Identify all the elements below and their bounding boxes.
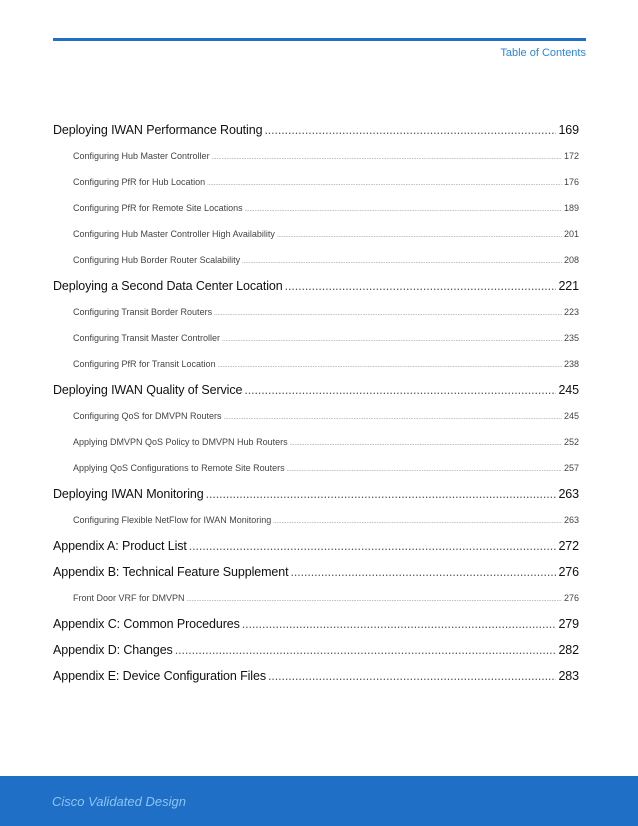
toc-entry-title: Configuring PfR for Transit Location	[73, 359, 216, 369]
table-of-contents	[53, 122, 579, 694]
footer-label: Cisco Validated Design	[52, 794, 186, 809]
toc-page-number: 245	[563, 411, 579, 421]
toc-page-number: 208	[563, 255, 579, 265]
toc-dot-leader	[218, 358, 562, 373]
toc-dot-leader	[245, 202, 562, 217]
toc-entry-title: Deploying IWAN Performance Routing	[53, 123, 263, 137]
toc-page-number: 245	[558, 383, 579, 397]
toc-section-entry[interactable]	[53, 382, 579, 399]
toc-section-entry[interactable]	[53, 668, 579, 685]
toc-section-entry[interactable]	[53, 564, 579, 581]
toc-entry-title: Appendix C: Common Procedures	[53, 617, 240, 631]
toc-entry-title: Configuring QoS for DMVPN Routers	[73, 411, 222, 421]
toc-dot-leader	[189, 538, 557, 555]
toc-page-number: 257	[563, 463, 579, 473]
toc-dot-leader	[242, 616, 557, 633]
running-header: Table of Contents	[500, 47, 586, 59]
toc-subsection-entry[interactable]	[53, 304, 579, 321]
toc-dot-leader	[268, 668, 556, 685]
toc-section-entry[interactable]	[53, 278, 579, 295]
toc-subsection-entry[interactable]	[53, 226, 579, 243]
toc-section-entry[interactable]	[53, 642, 579, 659]
toc-page-number: 282	[558, 643, 579, 657]
toc-page-number: 252	[563, 437, 579, 447]
toc-subsection-entry[interactable]	[53, 408, 579, 425]
toc-dot-leader	[287, 462, 562, 477]
toc-page-number: 176	[563, 177, 579, 187]
toc-subsection-entry[interactable]	[53, 512, 579, 529]
toc-entry-title: Configuring PfR for Remote Site Locations	[73, 203, 243, 213]
toc-entry-title: Configuring Hub Master Controller High Availability	[73, 229, 275, 239]
toc-entry-title: Configuring Flexible NetFlow for IWAN Monitoring	[73, 515, 272, 525]
toc-dot-leader	[277, 228, 562, 243]
toc-page-number: 172	[563, 151, 579, 161]
toc-section-entry[interactable]	[53, 616, 579, 633]
toc-subsection-entry[interactable]	[53, 200, 579, 217]
toc-entry-title: Deploying a Second Data Center Location	[53, 279, 283, 293]
toc-page-number: 283	[558, 669, 579, 683]
toc-page-number: 276	[563, 593, 579, 603]
toc-dot-leader	[222, 332, 562, 347]
toc-dot-leader	[206, 486, 557, 503]
toc-subsection-entry[interactable]	[53, 252, 579, 269]
toc-entry-title: Configuring Transit Border Routers	[73, 307, 213, 317]
toc-dot-leader	[264, 122, 556, 139]
toc-entry-title: Appendix D: Changes	[53, 643, 173, 657]
toc-page-number: 201	[563, 229, 579, 239]
toc-section-entry[interactable]	[53, 122, 579, 139]
toc-entry-title: Applying DMVPN QoS Policy to DMVPN Hub Routers	[73, 437, 288, 447]
toc-entry-title: Deploying IWAN Quality of Service	[53, 383, 243, 397]
toc-entry-title: Configuring PfR for Hub Location	[73, 177, 206, 187]
toc-page-number: 238	[563, 359, 579, 369]
toc-page-number: 189	[563, 203, 579, 213]
footer-bar	[0, 776, 638, 826]
toc-dot-leader	[290, 436, 562, 451]
toc-dot-leader	[175, 642, 557, 659]
toc-subsection-entry[interactable]	[53, 460, 579, 477]
toc-subsection-entry[interactable]	[53, 590, 579, 607]
toc-dot-leader	[291, 564, 557, 581]
toc-page-number: 223	[563, 307, 579, 317]
toc-dot-leader	[224, 410, 562, 425]
toc-dot-leader	[212, 150, 562, 165]
header-rule	[53, 38, 586, 41]
toc-subsection-entry[interactable]	[53, 434, 579, 451]
toc-section-entry[interactable]	[53, 538, 579, 555]
toc-entry-title: Front Door VRF for DMVPN	[73, 593, 185, 603]
toc-subsection-entry[interactable]	[53, 356, 579, 373]
toc-dot-leader	[285, 278, 557, 295]
toc-dot-leader	[187, 592, 562, 607]
toc-page-number: 279	[558, 617, 579, 631]
toc-entry-title: Configuring Transit Master Controller	[73, 333, 221, 343]
toc-page-number: 169	[558, 123, 579, 137]
toc-entry-title: Applying QoS Configurations to Remote Site Routers	[73, 463, 285, 473]
toc-subsection-entry[interactable]	[53, 174, 579, 191]
toc-entry-title: Configuring Hub Master Controller	[73, 151, 210, 161]
toc-page-number: 272	[558, 539, 579, 553]
toc-page-number: 263	[558, 487, 579, 501]
toc-section-entry[interactable]	[53, 486, 579, 503]
toc-subsection-entry[interactable]	[53, 148, 579, 165]
toc-dot-leader	[244, 382, 556, 399]
toc-entry-title: Deploying IWAN Monitoring	[53, 487, 204, 501]
toc-dot-leader	[273, 514, 562, 529]
toc-entry-title: Configuring Hub Border Router Scalability	[73, 255, 241, 265]
toc-dot-leader	[242, 254, 562, 269]
toc-subsection-entry[interactable]	[53, 330, 579, 347]
toc-page-number: 221	[558, 279, 579, 293]
toc-entry-title: Appendix A: Product List	[53, 539, 187, 553]
toc-entry-title: Appendix B: Technical Feature Supplement	[53, 565, 289, 579]
toc-dot-leader	[214, 306, 562, 321]
toc-page-number: 276	[558, 565, 579, 579]
toc-page-number: 235	[563, 333, 579, 343]
toc-dot-leader	[207, 176, 562, 191]
toc-page-number: 263	[563, 515, 579, 525]
toc-entry-title: Appendix E: Device Configuration Files	[53, 669, 266, 683]
